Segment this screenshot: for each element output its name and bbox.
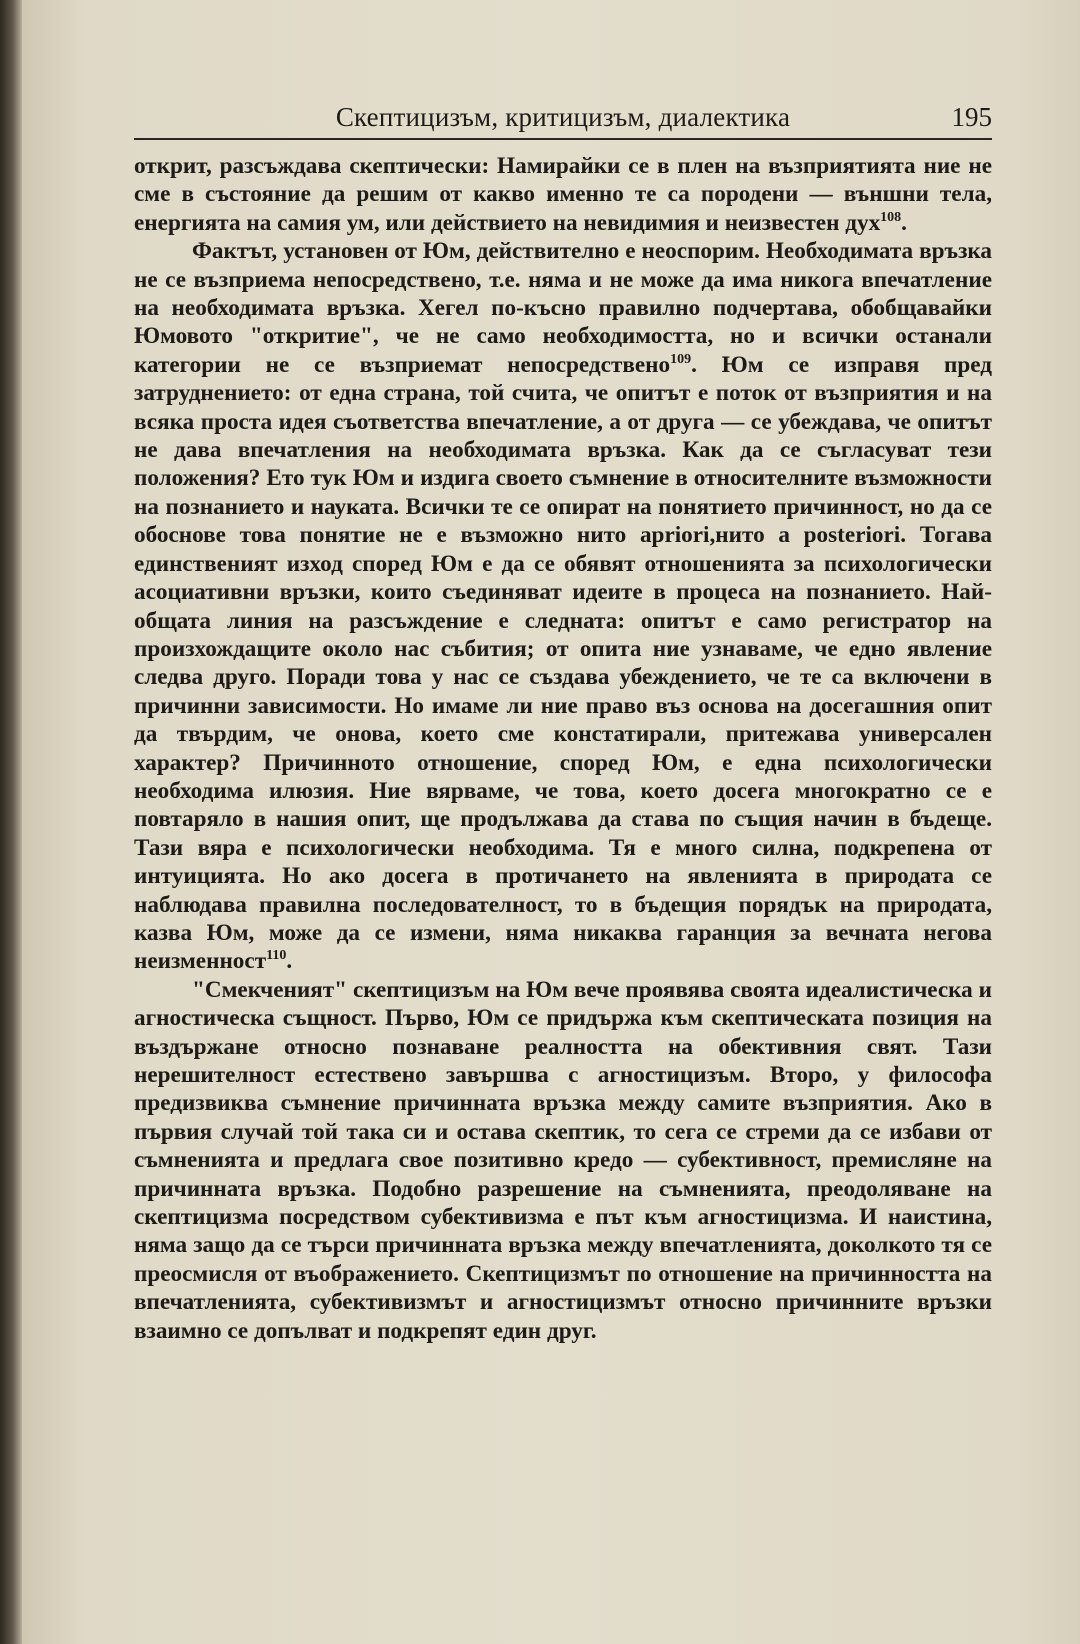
footnote-ref: 108 bbox=[880, 209, 902, 225]
running-title: Скептицизъм, критицизъм, диалектика bbox=[335, 102, 791, 132]
body-text bbox=[134, 152, 992, 1345]
page-number: 195 bbox=[951, 102, 992, 132]
book-binding-shadow bbox=[0, 0, 22, 1644]
paragraph-continued bbox=[134, 152, 992, 237]
footnote-ref: 109 bbox=[670, 351, 692, 367]
paragraph bbox=[134, 976, 992, 1345]
paragraph-text-end: . Юм се изправя пред затруднението: от една страна, той счита, че опитът е поток от възприятия и на всяка проста идея съответства впечатление, а от друга — се убеждава, че опитът не дава впечатления на необходимата връзка. Как да се съгласуват тези положения? Ето тук Юм и издига своето съмнение в относителните възможности на познанието и науката. Всички те се опират на понятието причинност, но да се обоснове това понятие не е възможно нито apriori,нито a posteriori. Тогава единственият изход според Юм е да се обявят отношенията за психологически асоциативни връзки, които съединяват идеите в процеса на познанието. Най-общата линия на разсъждение е следната: опитът е само регистратор на произхождащите около нас събития; от опита ние узнаваме, че едно явление следва друго. Поради това у нас се създава убеждението, че те са включени в причинни зависимости. Но имаме ли ние право въз основа на досегашния опит да твърдим, че онова, което сме констатирали, притежава универсален характер? Причинното отношение, според Юм, е една психологически необходима илюзия. Ние вярваме, че това, което досега многократно се е повтаряло в нашия опит, ще продължава да става по същия начин в бъдеще. Тази вяра е психологически необходима. Тя е много силна, подкрепена от интуицията. Но ако досега в протичането на явленията в природата се наблюдава правилна последователност, то в бъдещия порядък на природата, казва Юм, може да се измени, няма никаква гаранция за вечната негова неизменност bbox=[134, 351, 993, 975]
paragraph-text-end: . bbox=[901, 209, 907, 236]
paragraph bbox=[134, 237, 992, 976]
paragraph-text: открит, разсъждава скептически: Намирайки се в плен на възприятията ние не сме в състояние да решим от какво именно те са породени — външни тела, енергията на самия ум, или действието на невидимия и неизвестен дух bbox=[134, 153, 992, 236]
paragraph-text: Фактът, установен от Юм, действително е неоспорим. Необходимата връзка не се възприема непосредствено, т.е. няма и не може да има никога впечатление на необходимата връзка. Хегел по-късно правилно подчертава, обобщавайки Юмовото "откритие", че не само необходимостта, но и всички останали категории не се възприемат непосредствено bbox=[134, 238, 992, 378]
footnote-ref: 110 bbox=[266, 948, 287, 964]
book-page bbox=[22, 0, 1080, 1644]
paragraph-text: "Смекченият" скептицизъм на Юм вече проявява своята идеалистическа и агностическа същност. Първо, Юм се придържа към скептическата позиция на въздържане относно познаване реалността на обективния свят. Тази нерешителност естествено завършва с агностицизъм. Второ, у философа предизвиква съмнение причинната връзка между самите възприятия. Ако в първия случай той така си и остава скептик, то сега се стреми да се избави от съмненията и предлага свое позитивно кредо — субективност, премисляне на причинната връзка. Подобно разрешение на съмненията, преодоляване на скептицизма посредством субективизма е път към агностицизма. И наистина, няма защо да се търси причинната връзка между впечатленията, доколкото тя се преосмисля от въображението. Скептицизмът по отношение на причинността на впечатленията, субективизмът и агностицизмът относно причинните връзки взаимно се допълват и подкрепят един друг. bbox=[134, 976, 992, 1344]
paragraph-text-end: . bbox=[286, 948, 293, 975]
running-header bbox=[134, 98, 992, 140]
